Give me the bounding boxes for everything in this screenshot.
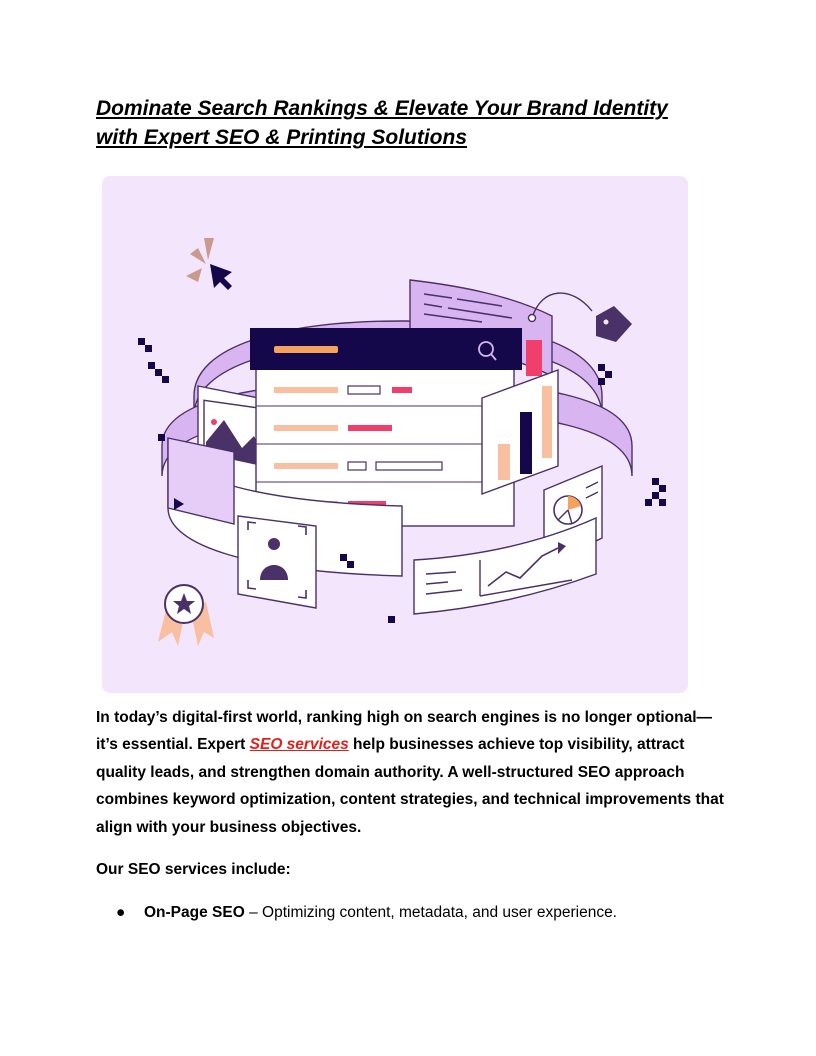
- line-chart-panel: [414, 518, 596, 614]
- services-list: [96, 901, 617, 925]
- award-badge-icon: [158, 585, 214, 646]
- document-title: [96, 94, 736, 152]
- intro-paragraph: [96, 704, 726, 841]
- bullet-icon: ●: [116, 904, 126, 921]
- seo-services-link[interactable]: SEO services: [249, 736, 349, 754]
- seo-illustration: [102, 176, 688, 693]
- list-item: [96, 901, 617, 925]
- services-heading: Our SEO services include:: [96, 861, 291, 878]
- title-line-2: with Expert SEO & Printing Solutions: [96, 126, 468, 149]
- pie-chart-icon: [554, 496, 582, 524]
- intro-text-start: In today’s digital-first world, ranking high on search engines is no longer optional—it’s essential. Expert: [96, 709, 713, 754]
- profile-panel: [238, 516, 316, 608]
- service-description: – Optimizing content, metadata, and user experience.: [244, 904, 617, 921]
- title-line-1: Dominate Search Rankings & Elevate Your Brand Identity: [96, 97, 668, 120]
- cursor-icon: [210, 264, 232, 290]
- intro-text-end: help businesses achieve top visibility, attract quality leads, and strengthen domain authority. A well-structured SEO approach combines keyword optimization, content strategies, and technical improvements that align with your business objectives.: [96, 736, 724, 836]
- seo-illustration-svg: [102, 176, 688, 693]
- service-term: On-Page SEO: [144, 904, 245, 921]
- sparkle-icon: [186, 238, 214, 282]
